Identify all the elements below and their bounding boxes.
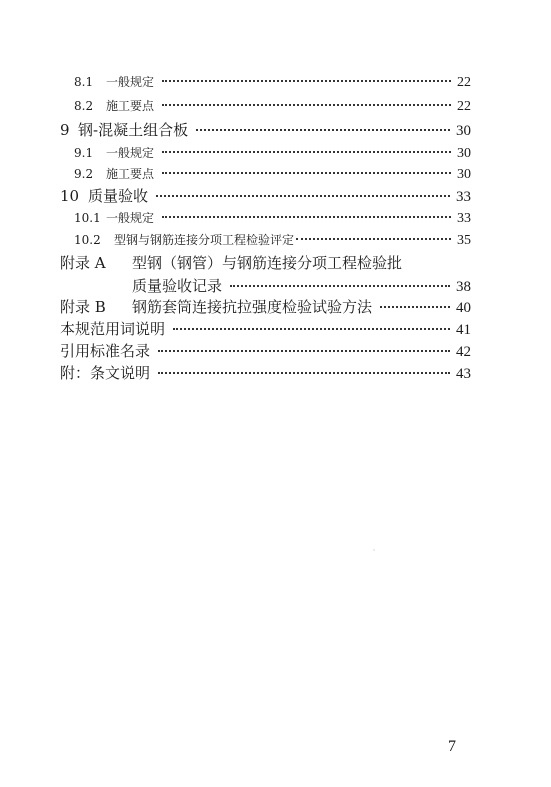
- page-ref: 22: [457, 99, 471, 114]
- dot-leader: [173, 328, 450, 330]
- page-ref: 42: [456, 344, 471, 360]
- section-number: 9.2: [74, 167, 94, 181]
- page-ref: 40: [456, 300, 471, 316]
- page-ref: 43: [456, 366, 471, 382]
- entry-title: 施工要点: [106, 167, 155, 181]
- page-ref: 30: [457, 167, 471, 182]
- entry-title: 一般规定: [106, 75, 155, 89]
- section-number: 10.2: [74, 233, 101, 247]
- toc-entry-10-2[interactable]: [74, 231, 471, 249]
- appendix-label: 附录 A: [60, 254, 106, 272]
- page-ref: 33: [456, 189, 471, 205]
- page-ref: 41: [456, 322, 471, 338]
- dot-leader: [296, 238, 451, 240]
- section-number: 10.1: [74, 211, 101, 225]
- toc-entry-terms-explanation[interactable]: [60, 318, 471, 339]
- dot-leader: [162, 216, 451, 218]
- entry-title: 质量验收: [88, 187, 149, 205]
- toc-entry-10-1[interactable]: [74, 209, 471, 227]
- section-number: 9.1: [74, 146, 94, 160]
- toc-entry-chapter-10[interactable]: [60, 185, 471, 206]
- toc-entry-clause-explanation[interactable]: [60, 362, 471, 383]
- entry-title: 施工要点: [106, 99, 155, 113]
- paper-speck: [373, 549, 375, 551]
- entry-title: 型钢（钢管）与钢筋连接分项工程检验批: [132, 254, 403, 272]
- toc-entry-chapter-9[interactable]: [60, 119, 471, 140]
- entry-title: 钢筋套筒连接抗拉强度检验试验方法: [132, 298, 373, 316]
- entry-title: 型钢与钢筋连接分项工程检验评定: [114, 233, 295, 247]
- toc-entry-9-1[interactable]: [74, 144, 471, 162]
- appendix-label: 附录 B: [60, 298, 106, 316]
- chapter-number: 10: [60, 187, 80, 205]
- chapter-number: 9: [60, 121, 70, 139]
- page-number: 7: [448, 738, 456, 755]
- dot-leader: [162, 151, 451, 153]
- dot-leader: [156, 195, 450, 197]
- dot-leader: [158, 372, 450, 374]
- toc-entry-referenced-standards[interactable]: [60, 340, 471, 361]
- page-ref: 33: [457, 211, 471, 226]
- entry-title: 一般规定: [106, 146, 155, 160]
- section-number: 8.1: [74, 75, 94, 89]
- dot-leader: [380, 306, 450, 308]
- page-ref: 38: [456, 279, 471, 295]
- entry-title: 一般规定: [106, 211, 155, 225]
- toc-entry-appendix-a-line2[interactable]: [132, 275, 471, 296]
- toc-entry-appendix-a-line1[interactable]: [60, 252, 402, 273]
- dot-leader: [230, 285, 450, 287]
- toc-entry-9-2[interactable]: [74, 165, 471, 183]
- dot-leader: [162, 80, 451, 82]
- dot-leader: [196, 129, 450, 131]
- entry-title: 附：条文说明: [60, 364, 151, 382]
- section-number: 8.2: [74, 99, 94, 113]
- toc-entry-8-1[interactable]: [74, 73, 471, 91]
- page-ref: 22: [457, 75, 471, 90]
- entry-title: 引用标准名录: [60, 342, 151, 360]
- page-ref: 35: [457, 233, 471, 248]
- dot-leader: [158, 350, 450, 352]
- dot-leader: [162, 172, 451, 174]
- entry-title: 钢-混凝土组合板: [78, 121, 189, 139]
- entry-title-continued: 质量验收记录: [132, 277, 223, 295]
- entry-title: 本规范用词说明: [60, 320, 166, 338]
- dot-leader: [162, 104, 451, 106]
- page-ref: 30: [457, 146, 471, 161]
- toc-entry-appendix-b[interactable]: [60, 296, 471, 317]
- page-ref: 30: [456, 123, 471, 139]
- toc-entry-8-2[interactable]: [74, 97, 471, 115]
